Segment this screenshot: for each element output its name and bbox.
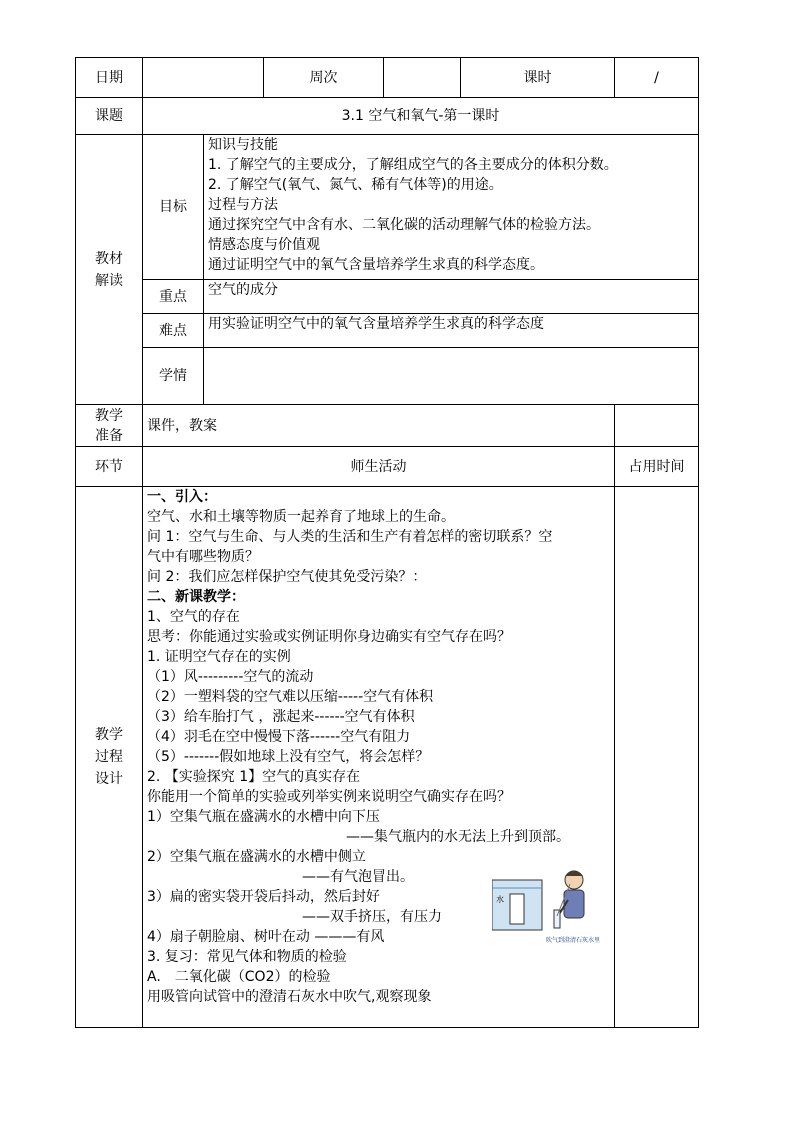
- date-label: 日期: [76, 58, 143, 98]
- prep-value: 课件，教案: [143, 405, 615, 447]
- time-header: 占用时间: [615, 447, 699, 487]
- topic-label: 课题: [76, 98, 143, 135]
- experiment-figure: [492, 866, 604, 946]
- period-label: 课时: [461, 58, 615, 98]
- prep-empty: [615, 405, 699, 447]
- process-label: 教学过程设计: [76, 487, 143, 1028]
- difficulty-value: 用实验证明空气中的氧气含量培养学生求真的科学态度: [204, 314, 699, 348]
- topic-value: 3.1 空气和氧气-第一课时: [143, 98, 699, 135]
- lesson-plan-table: [75, 57, 699, 1028]
- process-time: [615, 487, 699, 1028]
- goals-content: 知识与技能 1. 了解空气的主要成分，了解组成空气的各主要成分的体积分数。 2. 了解空气(氧气、氮气、稀有气体等)的用途。 过程与方法 通过探究空气中含有水、二氧化碳的活动理解气体的检验方法。 情感态度与价值观 通过证明空气中的氧气含量培养学生求真的科学态度。: [204, 135, 699, 280]
- period-value: /: [615, 58, 699, 98]
- difficulty-label: 难点: [143, 314, 204, 348]
- situation-value: [204, 348, 699, 405]
- date-value: [143, 58, 264, 98]
- week-label: 周次: [264, 58, 384, 98]
- svg-text:水: 水: [496, 895, 504, 904]
- key-value: 空气的成分: [204, 280, 699, 314]
- activity-header: 师生活动: [143, 447, 615, 487]
- key-label: 重点: [143, 280, 204, 314]
- goals-label: 目标: [143, 135, 204, 280]
- illustration-caption: 吹气到澄清石灰水里: [546, 937, 601, 944]
- week-value: [384, 58, 461, 98]
- blowing-experiment-illustration: [492, 866, 604, 946]
- textbook-label: 教材解读: [76, 135, 143, 405]
- situation-label: 学情: [143, 348, 204, 405]
- process-content: 一、引入： 空气、水和土壤等物质一起养育了地球上的生命。 问 1：空气与生命、与人类的生活和生产有着怎样的密切联系？空 气中有哪些物质？ 问 2：我们应怎样保护空气使其免受污染？： 二、新课教学： 1、空气的存在 思考：你能通过实验或实例证明你身边确实有空气存在吗？ 1. 证明空气存在的实例 （1）风---------空气的流动 （2）一塑料袋的空气难以压缩-----空气有体积 （3）给车胎打气 ，涨起来------空气有体积 （4）羽毛在空中慢慢下落------空气有阻力 （5）-------假如地球上没有空气，将会怎样？ 2. 【实验探究 1】空气的真实存在 你能用一个简单的实验或列举实例来说明空气确实存在吗？ 1）空集气瓶在盛满水的水槽中向下压 ——集气瓶内的水无法上升到顶部。 2）空集气瓶在盛满水的水槽中侧立 ——有气泡冒出。 3）扁的密实袋开袋后抖动，然后封好 ——双手挤压，有压力 4）扇子朝脸扇、树叶在动 ———有风 3. 复习：常见气体和物质的检验 A. 二氧化碳（CO2）的检验 用吸管向试管中的澄清石灰水中吹气,观察现象: [143, 487, 615, 1028]
- stage-header: 环节: [76, 447, 143, 487]
- prep-label: 教学准备: [76, 405, 143, 447]
